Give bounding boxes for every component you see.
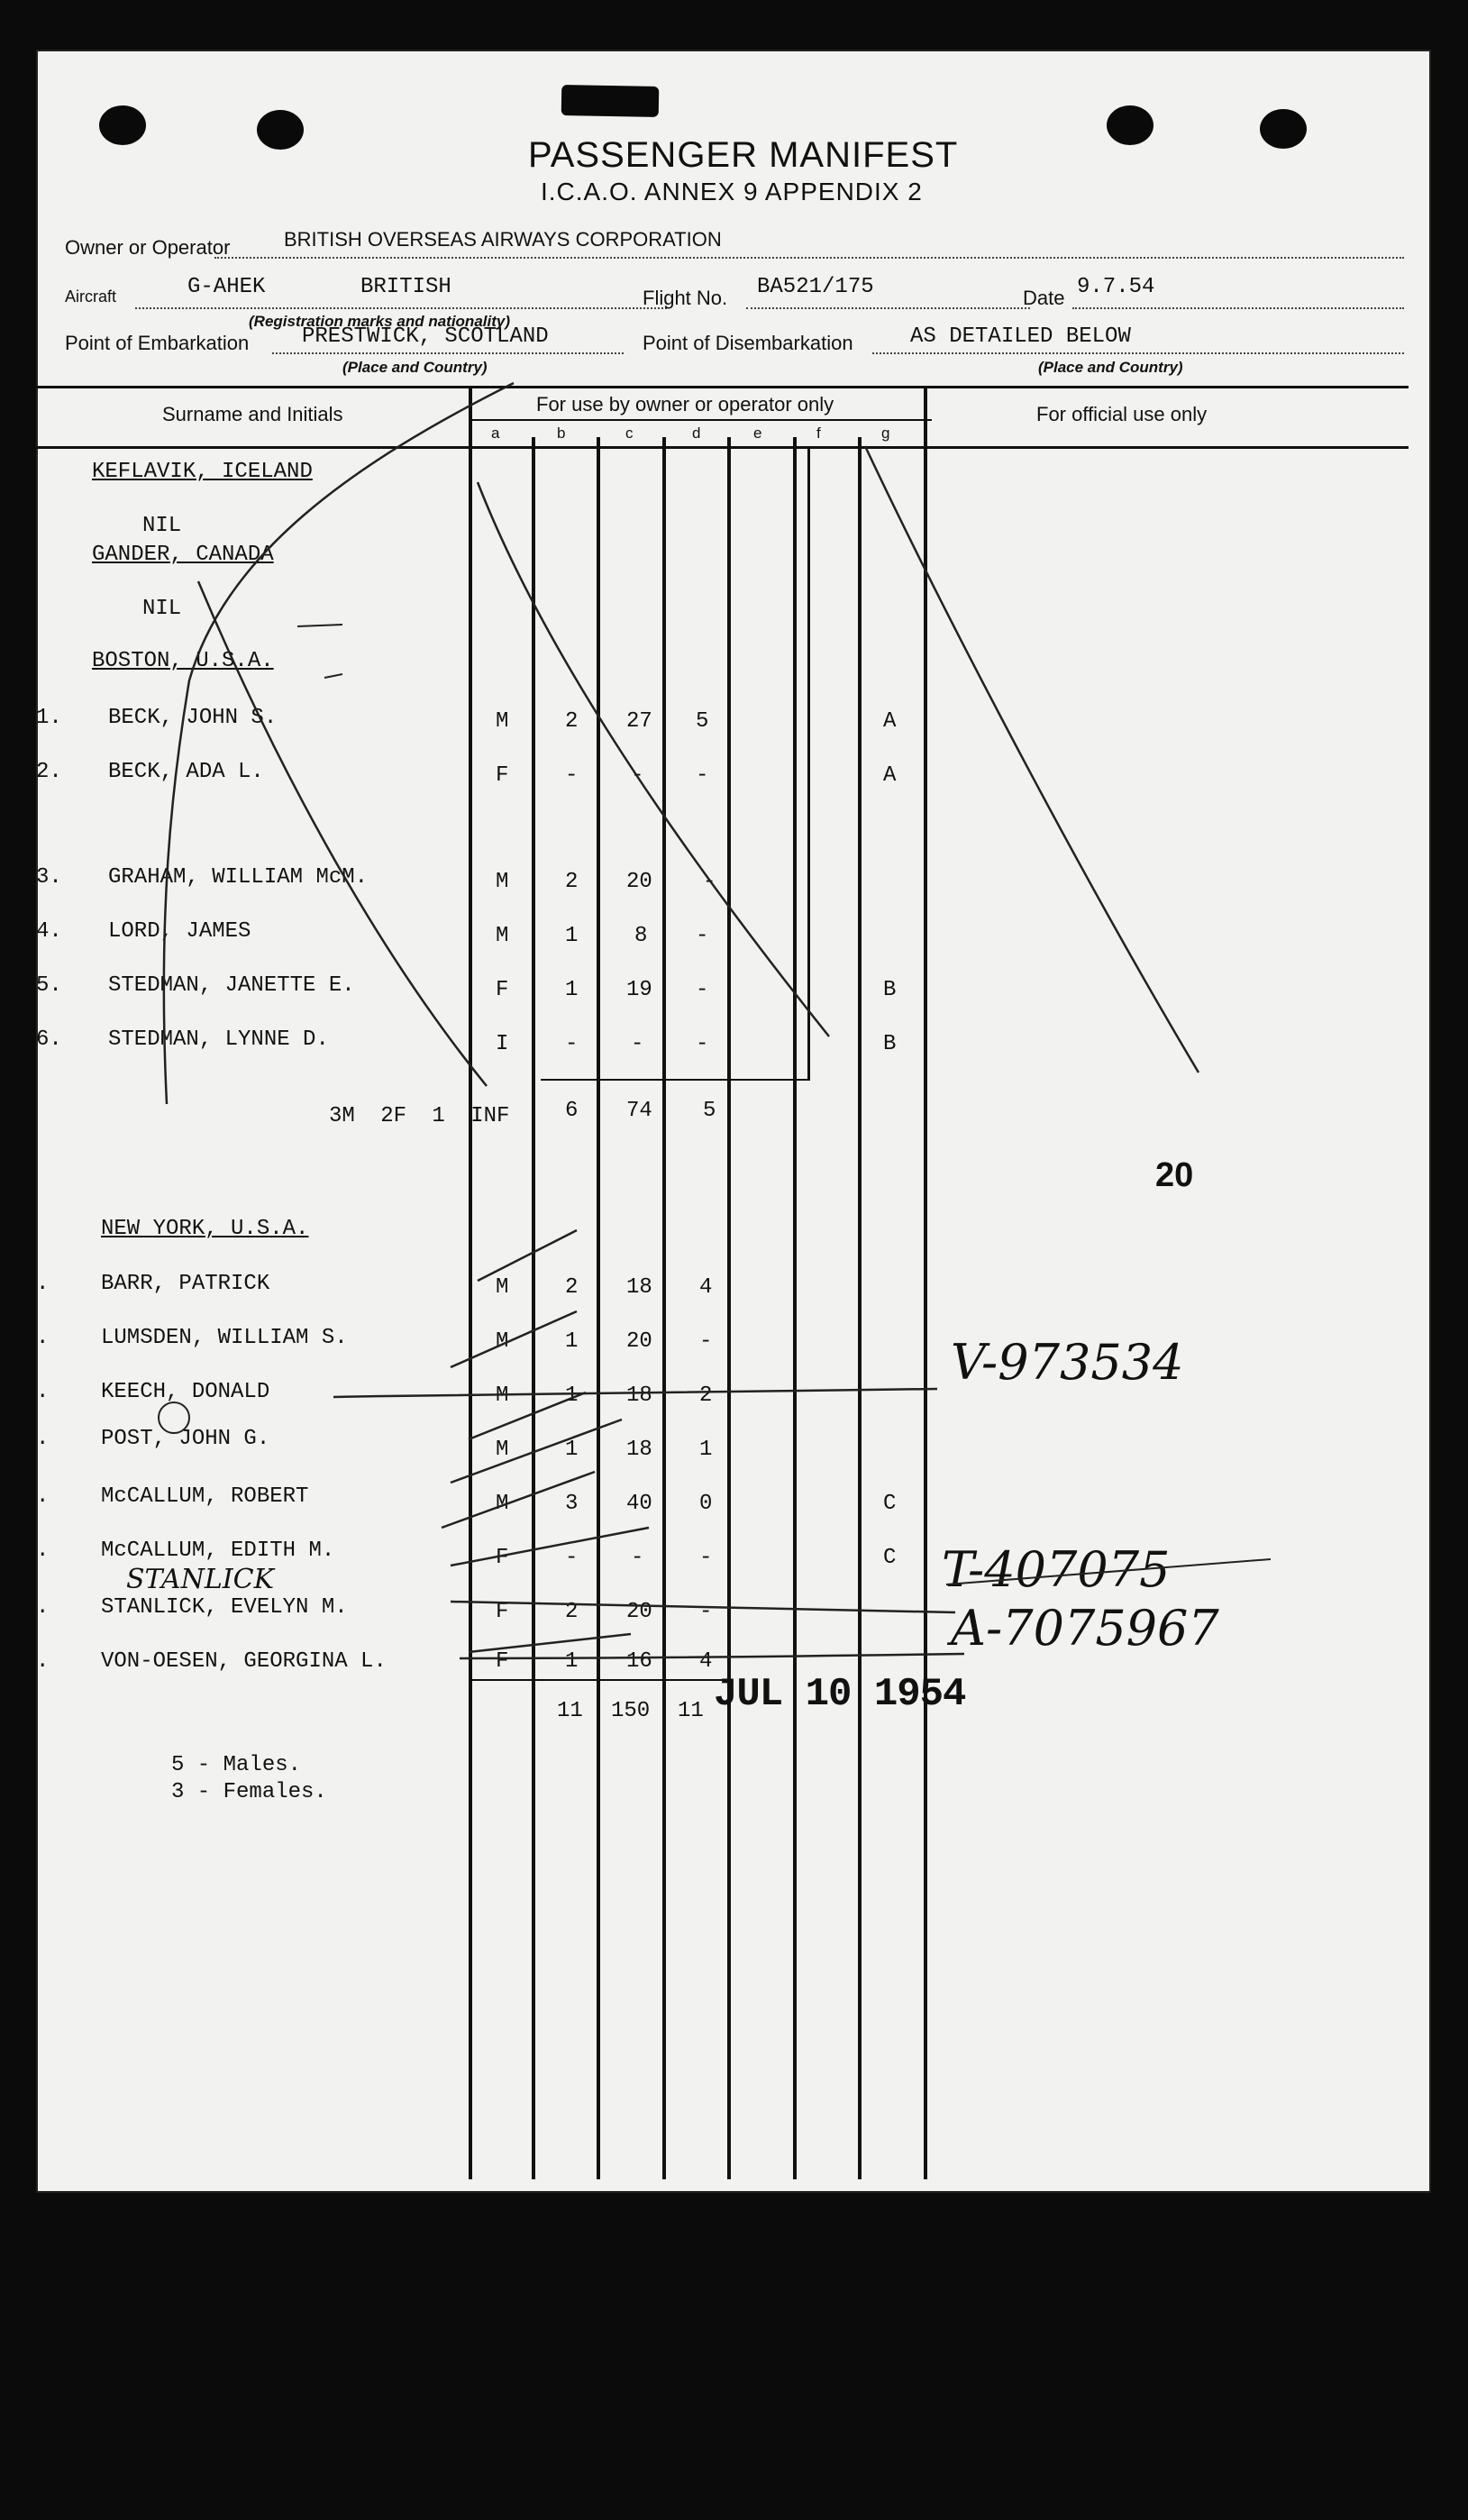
total-d: 5: [703, 1099, 716, 1123]
handwritten-stanlick-id: T-407075: [942, 1541, 1171, 1598]
cell-b: 3: [565, 1492, 579, 1516]
cell-b: 1: [565, 1438, 579, 1462]
aircraft-reg: G-AHEK: [187, 275, 266, 299]
section-newyork: NEW YORK, U.S.A.: [101, 1217, 309, 1241]
row-number: .: [36, 1380, 50, 1404]
col-a-header: a: [491, 425, 500, 442]
passenger-name: BECK, JOHN S.: [108, 706, 278, 730]
handwritten-vonoesen-id: A-7075967: [951, 1600, 1219, 1657]
cell-d: 5: [696, 709, 709, 734]
cell-b: -: [565, 1546, 579, 1570]
col-f-header: f: [816, 425, 821, 442]
row-number: 3.: [36, 865, 62, 890]
disembark-label: Point of Disembarkation: [643, 332, 853, 354]
cell-b: 1: [565, 1649, 579, 1674]
cell-c: -: [631, 763, 644, 788]
embark-value: PRESTWICK, SCOTLAND: [302, 324, 549, 349]
cell-b: 2: [565, 870, 579, 894]
cell-a: M: [496, 1383, 509, 1408]
handwritten-stanlick-correction: STANLICK: [126, 1564, 274, 1595]
cell-g: A: [883, 763, 897, 788]
cell-a: M: [496, 709, 509, 734]
pen-stroke: [451, 1311, 577, 1367]
form-subtitle: I.C.A.O. ANNEX 9 APPENDIX 2: [541, 178, 923, 205]
cell-a: M: [496, 1492, 509, 1516]
embark-note: (Place and Country): [342, 359, 488, 376]
cell-c: -: [631, 1032, 644, 1056]
cell-d: -: [703, 870, 716, 894]
pen-stroke: [865, 446, 1199, 1073]
aircraft-label: Aircraft: [65, 288, 117, 306]
cell-c: 16: [626, 1649, 652, 1674]
pen-stroke: [946, 1559, 1271, 1584]
date-stamp: JUL 10 1954: [714, 1672, 966, 1717]
boston-summary: 3M 2F 1 INF: [329, 1104, 510, 1128]
pen-stroke: [198, 581, 487, 1086]
pen-stroke: [451, 1602, 955, 1612]
total-c: 150: [611, 1699, 651, 1723]
cell-d: -: [699, 1600, 713, 1624]
cell-c: 18: [626, 1383, 652, 1408]
cell-c: 20: [626, 870, 652, 894]
passenger-name: GRAHAM, WILLIAM McM.: [108, 865, 369, 890]
passenger-name: POST, JOHN G.: [101, 1427, 270, 1451]
cell-d: 4: [699, 1649, 713, 1674]
cell-d: -: [696, 763, 709, 788]
cell-b: 1: [565, 1383, 579, 1408]
pen-stroke: [451, 1528, 649, 1566]
owner-label: Owner or Operator: [65, 236, 231, 259]
cell-g: B: [883, 1032, 897, 1056]
embark-label: Point of Embarkation: [65, 332, 250, 354]
cell-d: -: [699, 1329, 713, 1354]
cell-c: 27: [626, 709, 652, 734]
cell-c: 18: [626, 1438, 652, 1462]
row-number: 6.: [36, 1027, 62, 1052]
cell-a: M: [496, 1275, 509, 1300]
aircraft-note: (Registration marks and nationality): [249, 313, 510, 330]
passenger-name: STEDMAN, JANETTE E.: [108, 973, 355, 998]
official-header: For official use only: [1036, 403, 1208, 425]
cell-d: 0: [699, 1492, 713, 1516]
cell-a: M: [496, 1329, 509, 1354]
row-number: 2.: [36, 760, 62, 784]
row-number: 4.: [36, 919, 62, 944]
cell-a: M: [496, 870, 509, 894]
cell-b: 1: [565, 978, 579, 1002]
cell-b: 1: [565, 924, 579, 948]
pen-stroke: [469, 1392, 586, 1439]
total-b: 11: [557, 1699, 583, 1723]
pen-stroke: [469, 1634, 631, 1652]
cell-b: 2: [565, 709, 579, 734]
handwritten-keech-id: V-973534: [951, 1334, 1184, 1391]
passenger-name: McCALLUM, EDITH M.: [101, 1538, 335, 1563]
col-b-header: b: [557, 425, 566, 442]
pen-stroke: [324, 674, 342, 678]
cell-c: 8: [634, 924, 648, 948]
row-number: 1.: [36, 706, 62, 730]
cell-d: 1: [699, 1438, 713, 1462]
cell-c: -: [631, 1546, 644, 1570]
section-boston: BOSTON, U.S.A.: [92, 649, 274, 673]
flight-value: BA521/175: [757, 275, 874, 299]
surname-header: Surname and Initials: [162, 403, 343, 425]
cell-a: F: [496, 763, 509, 788]
pen-stroke: [333, 1389, 937, 1397]
aircraft-nationality: BRITISH: [360, 275, 451, 299]
passenger-name: VON-OESEN, GEORGINA L.: [101, 1649, 387, 1674]
cell-g: C: [883, 1546, 897, 1570]
page-number: 20: [1155, 1156, 1194, 1194]
cell-g: B: [883, 978, 897, 1002]
operator-header: For use by owner or operator only: [536, 393, 834, 415]
passenger-name: LUMSDEN, WILLIAM S.: [101, 1326, 348, 1350]
cell-d: -: [696, 1032, 709, 1056]
cell-a: M: [496, 1438, 509, 1462]
total-d: 11: [678, 1699, 704, 1723]
row-number: .: [36, 1427, 50, 1451]
cell-a: M: [496, 924, 509, 948]
section-nil: NIL: [142, 514, 182, 538]
cell-d: 2: [699, 1383, 713, 1408]
passenger-name: LORD, JAMES: [108, 919, 251, 944]
cell-d: 4: [699, 1275, 713, 1300]
cell-b: 2: [565, 1275, 579, 1300]
passenger-name: STEDMAN, LYNNE D.: [108, 1027, 329, 1052]
cell-d: -: [696, 978, 709, 1002]
section-gander: GANDER, CANADA: [92, 543, 274, 567]
owner-value: BRITISH OVERSEAS AIRWAYS CORPORATION: [284, 228, 722, 251]
cell-d: -: [696, 924, 709, 948]
date-value: 9.7.54: [1077, 275, 1155, 299]
pen-stroke: [159, 1402, 189, 1433]
section-nil: NIL: [142, 597, 182, 621]
cell-b: 2: [565, 1600, 579, 1624]
cell-c: 19: [626, 978, 652, 1002]
passenger-name: BARR, PATRICK: [101, 1272, 270, 1296]
row-number: .: [36, 1484, 50, 1509]
cell-c: 40: [626, 1492, 652, 1516]
row-number: .: [36, 1649, 50, 1674]
passenger-name: McCALLUM, ROBERT: [101, 1484, 309, 1509]
row-number: .: [36, 1538, 50, 1563]
col-g-header: g: [881, 425, 890, 442]
form-title: PASSENGER MANIFEST: [528, 135, 959, 175]
cell-c: 20: [626, 1329, 652, 1354]
passenger-name: KEECH, DONALD: [101, 1380, 270, 1404]
section-keflavik: KEFLAVIK, ICELAND: [92, 460, 313, 484]
total-b: 6: [565, 1099, 579, 1123]
col-e-header: e: [753, 425, 762, 442]
disembark-value: AS DETAILED BELOW: [910, 324, 1131, 349]
pen-stroke: [442, 1472, 595, 1528]
passenger-name: STANLICK, EVELYN M.: [101, 1595, 348, 1620]
cell-b: -: [565, 1032, 579, 1056]
cell-a: F: [496, 1600, 509, 1624]
cell-g: C: [883, 1492, 897, 1516]
cell-a: F: [496, 1649, 509, 1674]
date-label: Date: [1023, 287, 1065, 309]
pen-stroke: [451, 1420, 622, 1483]
manifest-sheet: [36, 50, 1431, 2193]
passenger-name: BECK, ADA L.: [108, 760, 264, 784]
flight-label: Flight No.: [643, 287, 728, 309]
cell-a: F: [496, 1546, 509, 1570]
summary-males: 5 - Males.: [171, 1753, 302, 1777]
cell-d: -: [699, 1546, 713, 1570]
col-c-header: c: [625, 425, 634, 442]
pen-stroke: [164, 383, 514, 1104]
col-d-header: d: [692, 425, 701, 442]
cell-b: -: [565, 763, 579, 788]
summary-females: 3 - Females.: [171, 1780, 327, 1804]
disembark-note: (Place and Country): [1038, 359, 1183, 376]
pen-stroke: [297, 625, 342, 626]
pen-strokes: [36, 50, 1431, 2193]
cell-b: 1: [565, 1329, 579, 1354]
cell-a: I: [496, 1032, 509, 1056]
cell-g: A: [883, 709, 897, 734]
cell-c: 18: [626, 1275, 652, 1300]
cell-a: F: [496, 978, 509, 1002]
cell-c: 20: [626, 1600, 652, 1624]
row-number: 5.: [36, 973, 62, 998]
pen-stroke: [478, 1230, 577, 1281]
row-number: .: [36, 1326, 50, 1350]
row-number: .: [36, 1595, 50, 1620]
pen-stroke: [478, 482, 829, 1036]
total-c: 74: [626, 1099, 652, 1123]
row-number: .: [36, 1272, 50, 1296]
pen-stroke: [460, 1654, 964, 1658]
